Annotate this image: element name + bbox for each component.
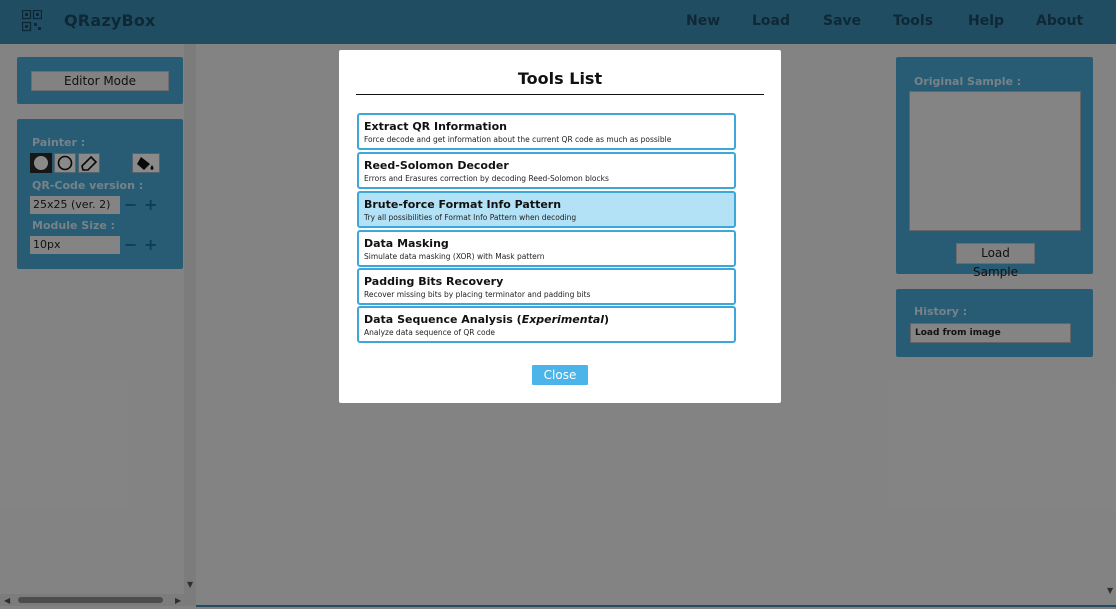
- nav-tools[interactable]: Tools: [893, 13, 934, 29]
- editor-mode-button[interactable]: Editor Mode: [31, 71, 169, 91]
- tool-description: Analyze data sequence of QR code: [364, 328, 495, 337]
- tool-reed-solomon-decoder[interactable]: [357, 152, 736, 189]
- tool-title: Reed-Solomon Decoder: [364, 159, 509, 172]
- tool-padding-bits-recovery[interactable]: [357, 268, 736, 305]
- qr-version-field[interactable]: 25x25 (ver. 2): [30, 196, 120, 214]
- nav-load[interactable]: Load: [752, 13, 791, 29]
- tool-title: Brute-force Format Info Pattern: [364, 198, 562, 211]
- minus-icon: −: [124, 235, 138, 254]
- tool-description: Try all possibilities of Format Info Pattern when decoding: [364, 213, 577, 222]
- tool-brute-force-format-info[interactable]: [357, 191, 736, 228]
- plus-icon: +: [144, 235, 158, 254]
- scroll-left-arrow-icon[interactable]: ◀: [4, 596, 11, 605]
- tool-extract-qr-info[interactable]: [357, 113, 736, 150]
- modal-divider: [356, 94, 764, 95]
- original-sample-label: Original Sample :: [914, 75, 1022, 88]
- history-label: History :: [914, 305, 968, 318]
- tool-title: Extract QR Information: [364, 120, 507, 133]
- qr-version-label: QR-Code version :: [32, 179, 144, 192]
- tool-description: Recover missing bits by placing terminator and padding bits: [364, 290, 591, 299]
- app-name: QRazyBox: [64, 11, 156, 30]
- tool-description: Force decode and get information about the current QR code as much as possible: [364, 135, 672, 144]
- nav-about[interactable]: About: [1036, 13, 1084, 29]
- minus-icon: −: [124, 195, 138, 214]
- close-button[interactable]: Close: [532, 365, 588, 385]
- nav-new[interactable]: New: [686, 13, 721, 29]
- scroll-down-arrow-icon[interactable]: ▼: [187, 580, 194, 589]
- nav-help[interactable]: Help: [968, 13, 1005, 29]
- nav-save[interactable]: Save: [823, 13, 862, 29]
- tool-description: Errors and Erasures correction by decoding Reed-Solomon blocks: [364, 174, 609, 183]
- history-item[interactable]: Load from image: [910, 323, 1071, 343]
- tools-list-modal: [339, 50, 781, 403]
- painter-label: Painter :: [32, 136, 86, 149]
- module-size-field[interactable]: 10px: [30, 236, 120, 254]
- tool-title: Data Sequence Analysis (Experimental): [364, 313, 610, 326]
- tool-description: Simulate data masking (XOR) with Mask pattern: [364, 252, 545, 261]
- load-sample-button[interactable]: Load Sample: [956, 243, 1035, 264]
- scroll-right-arrow-icon[interactable]: ▶: [175, 596, 182, 605]
- module-size-label: Module Size :: [32, 219, 116, 232]
- tool-data-sequence-analysis[interactable]: [357, 306, 736, 343]
- tool-title: Padding Bits Recovery: [364, 275, 504, 288]
- modal-title: Tools List: [517, 69, 603, 88]
- tool-title: Data Masking: [364, 237, 449, 250]
- main-scroll-down-arrow-icon[interactable]: ▼: [1107, 586, 1114, 595]
- plus-icon: +: [144, 195, 158, 214]
- tool-data-masking[interactable]: [357, 230, 736, 267]
